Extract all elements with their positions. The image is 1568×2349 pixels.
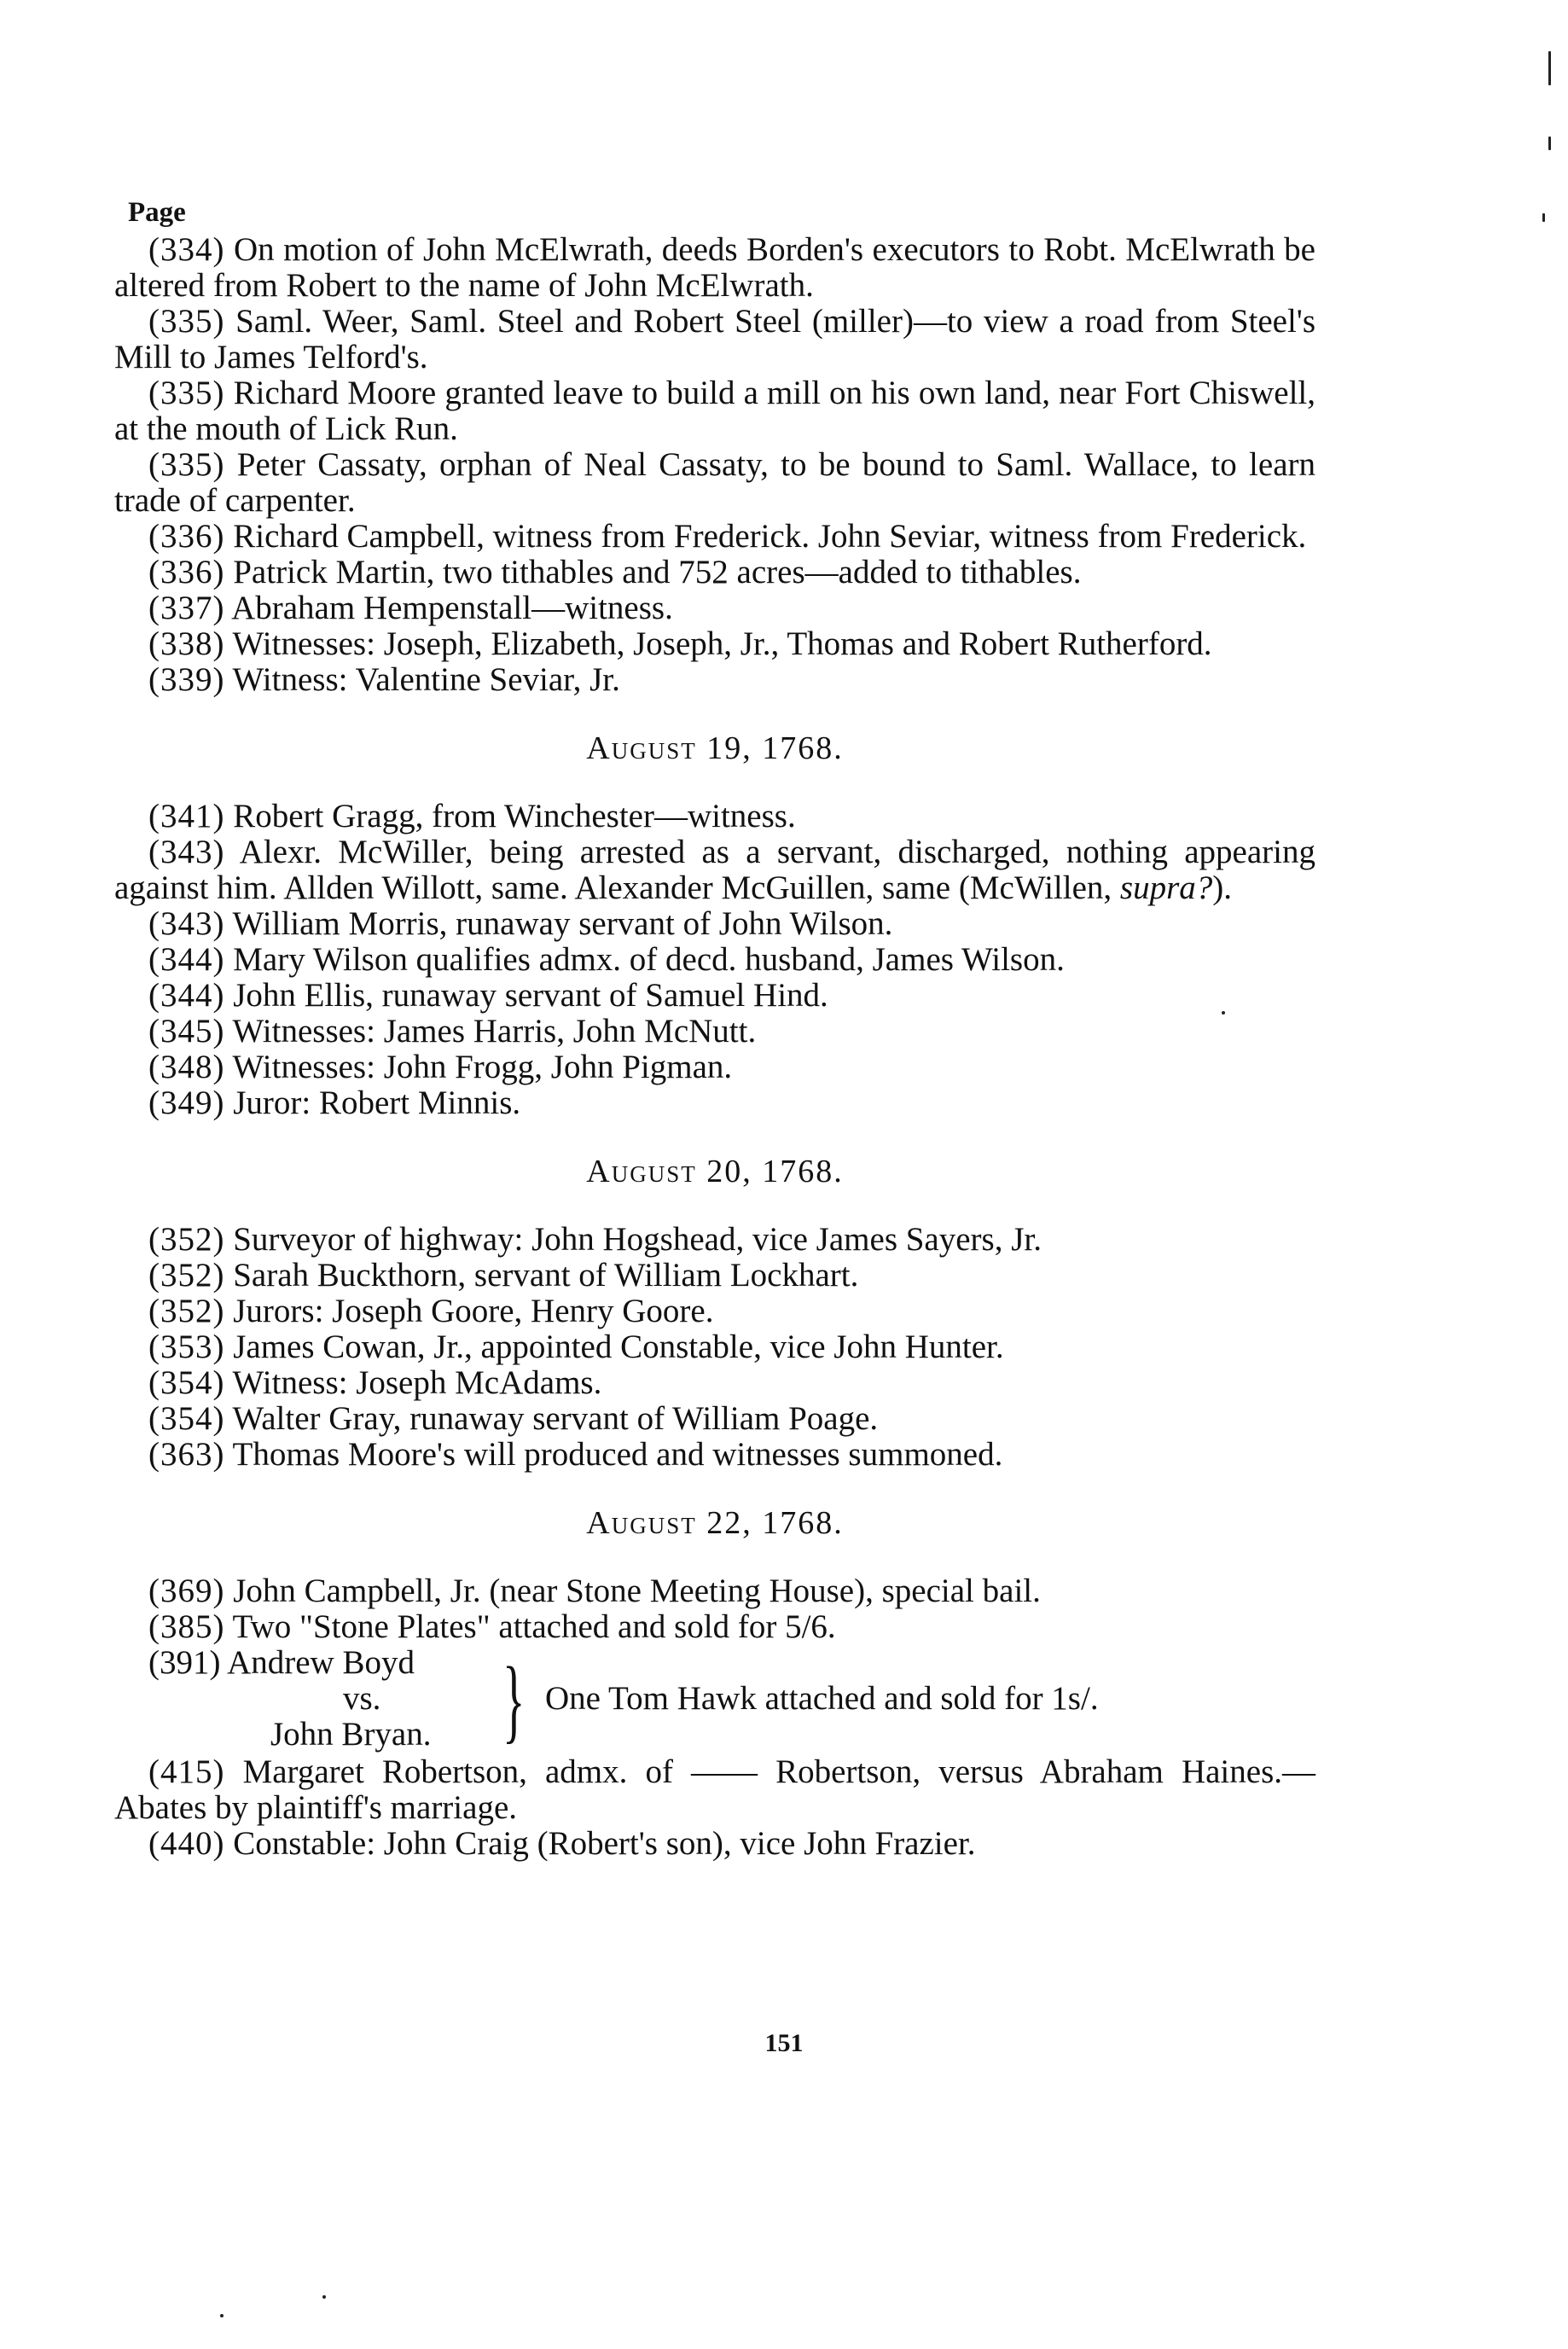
entry-text: Mary Wilson qualifies admx. of decd. husband, James Wilson. [233, 941, 1065, 978]
entry [114, 662, 1315, 698]
case-versus: vs. [343, 1680, 381, 1717]
case-result: One Tom Hawk attached and sold for 1s/. [545, 1680, 1099, 1717]
entry-number: (339) [148, 661, 225, 698]
scan-mark [220, 2314, 224, 2317]
entry [114, 1329, 1315, 1365]
scan-mark [1548, 51, 1551, 85]
entry-number: (348) [148, 1049, 225, 1085]
entry [114, 232, 1315, 304]
entry [114, 555, 1315, 590]
case-plaintiff-line [148, 1645, 415, 1681]
entry [114, 447, 1315, 519]
entry-number: (336) [148, 518, 225, 555]
entry [114, 1014, 1315, 1049]
entry-text: William Morris, runaway servant of John Wilson. [232, 905, 893, 942]
entry-text: Richard Campbell, witness from Frederick. John Seviar, witness from Frederick. [233, 518, 1307, 555]
case-plaintiff: Andrew Boyd [227, 1644, 415, 1681]
page-number: 151 [764, 2029, 804, 2057]
entry-number: (352) [148, 1293, 225, 1329]
entries-block-1 [114, 232, 1315, 1862]
date-heading: August 20, 1768. [586, 1154, 844, 1189]
entry-number: (352) [148, 1257, 225, 1294]
entry-text: Jurors: Joseph Goore, Henry Goore. [233, 1293, 714, 1329]
entry-text: Juror: Robert Minnis. [233, 1084, 521, 1121]
entry-text: Witness: Valentine Seviar, Jr. [232, 661, 620, 698]
entry [114, 626, 1315, 662]
entry-number: (415) [148, 1753, 225, 1790]
entry-number: (345) [148, 1013, 225, 1049]
entry-number: (334) [148, 231, 225, 268]
entry [114, 1294, 1315, 1329]
entry [114, 978, 1315, 1014]
entry [114, 1085, 1315, 1121]
entry-text: Witnesses: Joseph, Elizabeth, Joseph, Jr., Thomas and Robert Rutherford. [232, 625, 1212, 662]
entry-number: (369) [148, 1573, 225, 1609]
entry [114, 906, 1315, 942]
page-label: Page [128, 197, 186, 228]
entry-number: (353) [148, 1329, 225, 1365]
entry-number: (343) [148, 834, 225, 870]
entry-number: (349) [148, 1084, 225, 1121]
entry-number: (352) [148, 1221, 225, 1258]
scan-mark [1222, 1011, 1225, 1015]
entry-number: (335) [148, 375, 225, 411]
entry [114, 1437, 1315, 1473]
entry-text: Richard Moore granted leave to build a mill on his own land, near Fort Chiswell, at the mouth of Lick Run. [114, 375, 1315, 447]
entry-number: (344) [148, 941, 225, 978]
entry-text: Thomas Moore's will produced and witnesses summoned. [232, 1436, 1003, 1473]
entry [114, 834, 1315, 906]
entry [114, 799, 1315, 834]
entry-number: (338) [148, 625, 225, 662]
entry [114, 1573, 1315, 1609]
entry-text: Constable: John Craig (Robert's son), vice John Frazier. [233, 1825, 976, 1862]
date-heading: August 19, 1768. [586, 730, 844, 766]
case-entry [114, 1645, 1315, 1754]
entry-number: (344) [148, 977, 225, 1014]
entry-text: Two "Stone Plates" attached and sold for 5/6. [232, 1608, 836, 1645]
entry-number: (385) [148, 1608, 225, 1645]
entry-text: Saml. Weer, Saml. Steel and Robert Steel (miller)—to view a road from Steel's Mill to James Telford's. [114, 303, 1316, 375]
entry-text: Patrick Martin, two tithables and 752 acres—added to tithables. [233, 554, 1082, 590]
entry [114, 1222, 1315, 1258]
entry-number: (440) [148, 1825, 225, 1862]
entry-text: Robert Gragg, from Winchester—witness. [233, 798, 796, 834]
entry-number: (354) [148, 1400, 225, 1437]
entry-text: Witnesses: James Harris, John McNutt. [232, 1013, 757, 1049]
scan-mark [1542, 213, 1545, 222]
brace-icon: } [502, 1648, 526, 1752]
entry-text: Witnesses: John Frogg, John Pigman. [232, 1049, 733, 1085]
entry-number: (343) [148, 905, 225, 942]
entry [114, 519, 1315, 555]
entry-text: Alexr. McWiller, being arrested as a servant, discharged, nothing appearing against him. Allden Willott, same. Alexander McGuillen, same (McWillen, [114, 834, 1315, 906]
entry-italic: supra? [1119, 869, 1213, 906]
entry-number: (336) [148, 554, 225, 590]
entry [114, 375, 1315, 447]
entry-text: Sarah Buckthorn, servant of William Lockhart. [233, 1257, 859, 1294]
entry-text: Walter Gray, runaway servant of William Poage. [232, 1400, 879, 1437]
entry [114, 1365, 1315, 1401]
scan-mark [322, 2295, 326, 2299]
entry-text: Witness: Joseph McAdams. [232, 1364, 602, 1401]
entry-number: (337) [148, 590, 225, 626]
entry-text: On motion of John McElwrath, deeds Borden's executors to Robt. McElwrath be altered from Robert to the name of John McElwrath. [114, 231, 1315, 304]
entry-number: (335) [148, 303, 225, 340]
entry [114, 304, 1315, 375]
entry [114, 1258, 1315, 1294]
entry [114, 1826, 1315, 1862]
entry-text: Peter Cassaty, orphan of Neal Cassaty, to be bound to Saml. Wallace, to learn trade of carpenter. [114, 446, 1315, 519]
entry-tail: ). [1212, 869, 1233, 906]
entry-text: John Ellis, runaway servant of Samuel Hind. [233, 977, 828, 1014]
entry-number: (354) [148, 1364, 225, 1401]
entry-number: (391) [148, 1644, 221, 1681]
entry-text: James Cowan, Jr., appointed Constable, vice John Hunter. [233, 1329, 1004, 1365]
entry-number: (341) [148, 798, 225, 834]
date-heading: August 22, 1768. [586, 1505, 844, 1541]
entry [114, 590, 1315, 626]
scan-mark [1548, 137, 1551, 150]
entry [114, 1754, 1315, 1826]
entry [114, 1609, 1315, 1645]
entry-text: Surveyor of highway: John Hogshead, vice James Sayers, Jr. [233, 1221, 1042, 1258]
entry [114, 1049, 1315, 1085]
case-defendant: John Bryan. [270, 1716, 432, 1753]
entry-number: (335) [148, 446, 225, 483]
entry-text: Margaret Robertson, admx. of —— Robertson, versus Abraham Haines.—Abates by plaintiff's marriage. [114, 1753, 1316, 1826]
entry [114, 942, 1315, 978]
entry-number: (363) [148, 1436, 225, 1473]
entry [114, 1401, 1315, 1437]
entry-text: Abraham Hempenstall—witness. [231, 590, 673, 626]
entry-text: John Campbell, Jr. (near Stone Meeting House), special bail. [233, 1573, 1041, 1609]
